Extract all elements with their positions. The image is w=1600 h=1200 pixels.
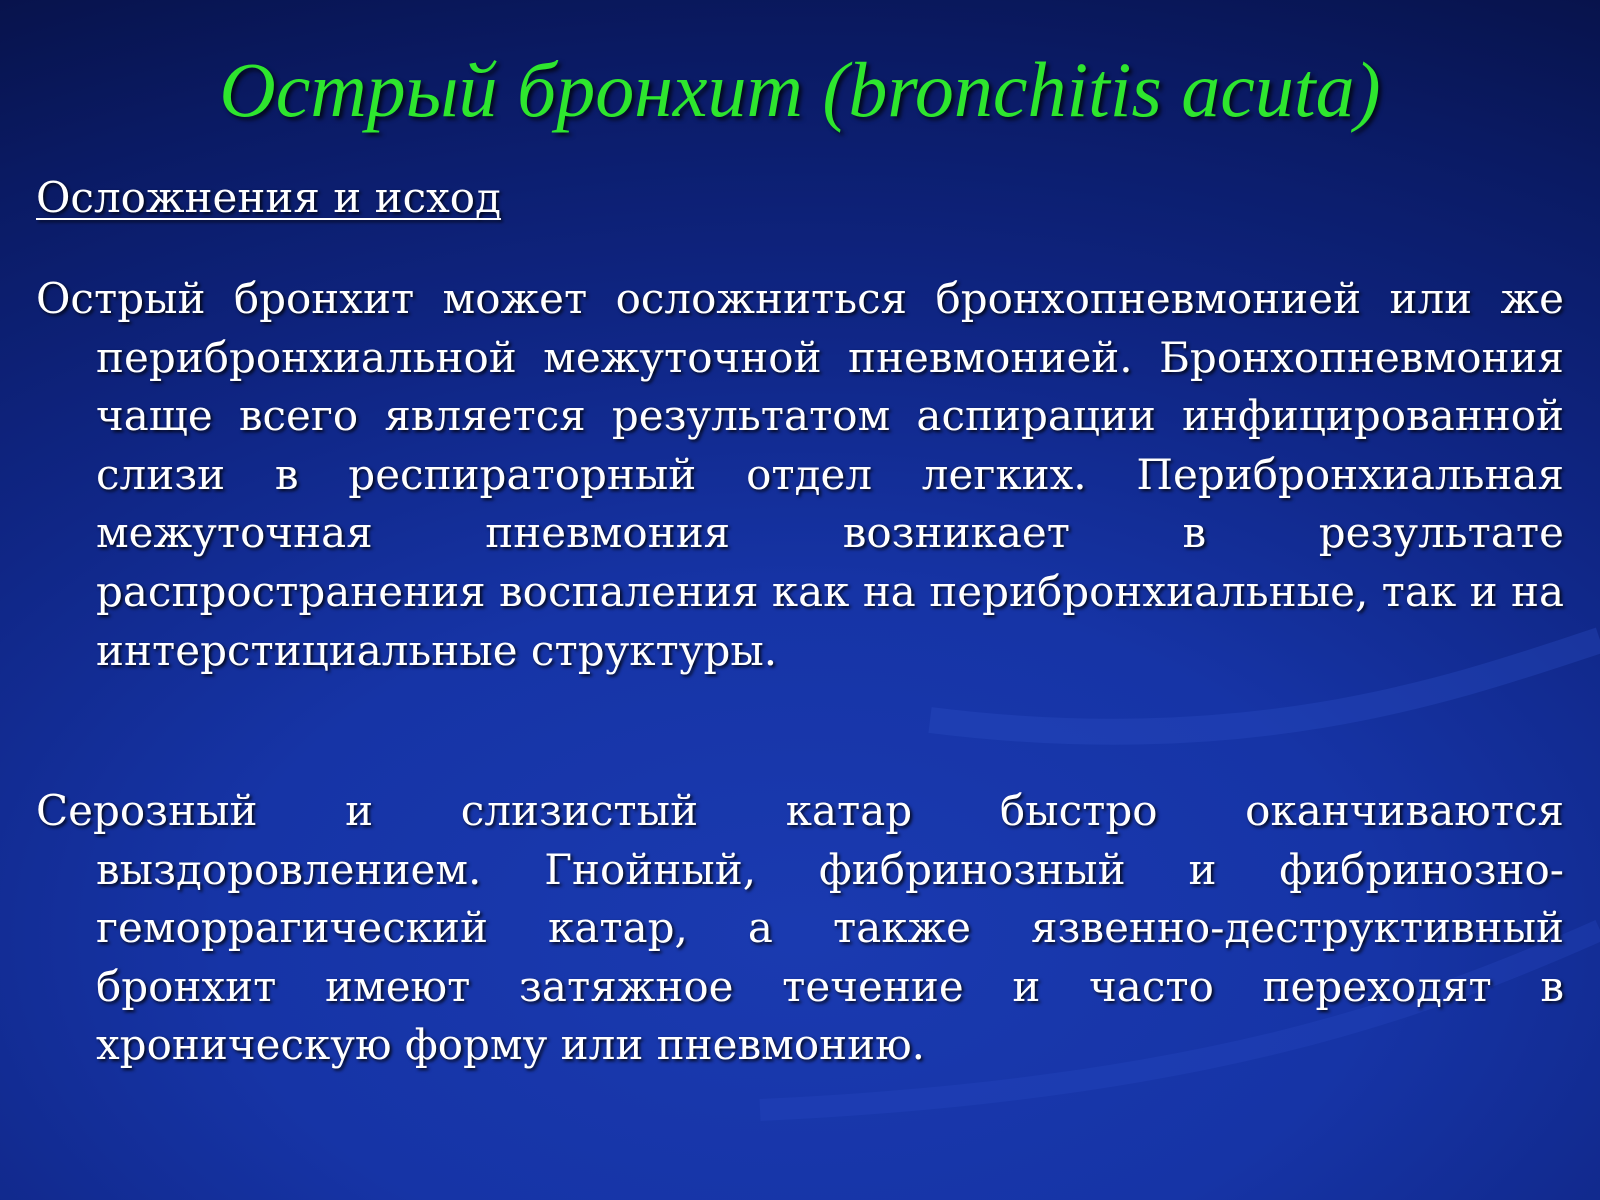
paragraph-complications: Острый бронхит может осложниться бронхопневмонией или же перибронхиальной межуточной пневмонией. Бронхопневмония чаще всего является результатом аспирации инфицированной слизи в респираторный отдел легких. Перибронхиальная межуточная пневмония возникает в результате распространения воспаления как на перибронхиальные, так и на интерстициальные структуры. [36, 274, 1564, 675]
section-subheading: Осложнения и исход [36, 173, 501, 222]
paragraph-outcome: Серозный и слизистый катар быстро оканчиваются выздоровлением. Гнойный, фибринозный и фибринозно-геморрагический катар, а также язвенно-деструктивный бронхит имеют затяжное течение и часто переходят в хроническую форму или пневмонию. [36, 786, 1564, 1070]
slide-title: Острый бронхит (bronchitis acuta) [219, 46, 1381, 133]
